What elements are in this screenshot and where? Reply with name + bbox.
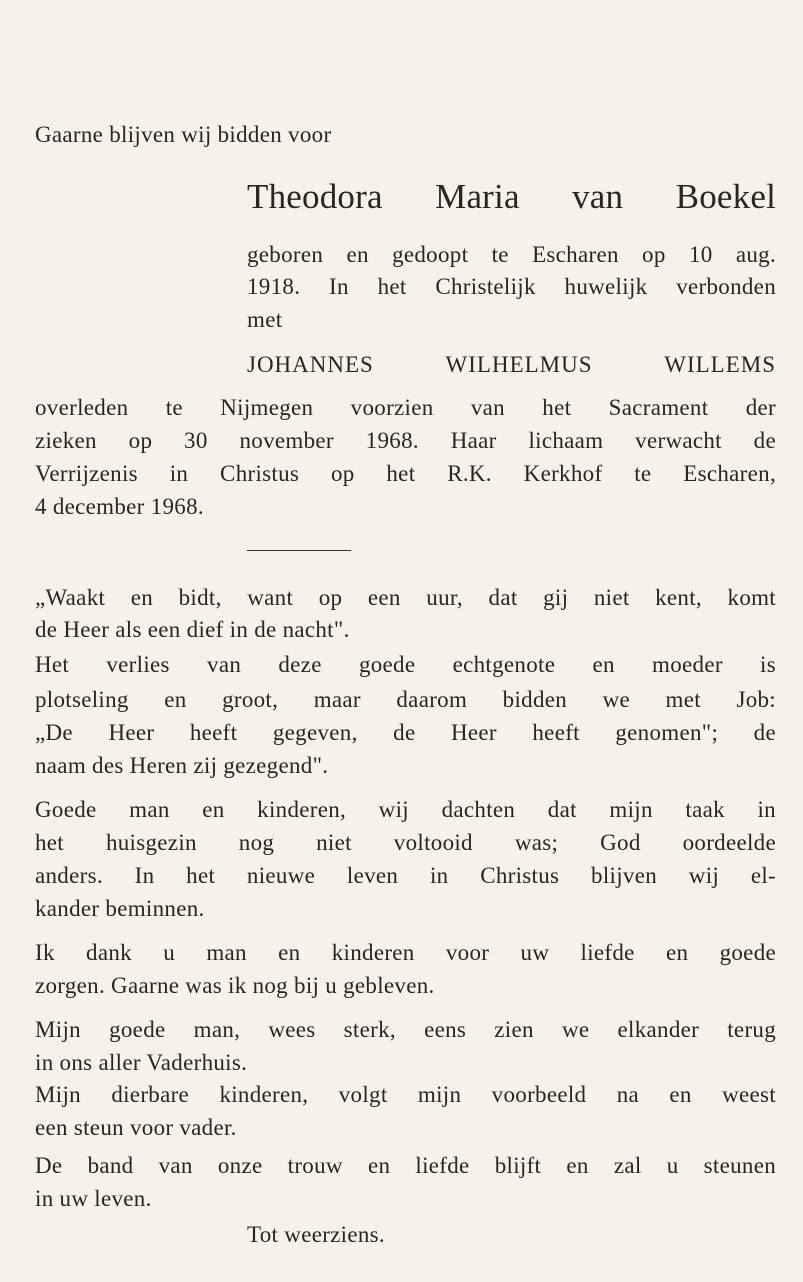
body-line: Mijn goede man, wees sterk, eens zien we elkander terug (35, 1017, 776, 1042)
body-line: het huisgezin nog niet voltooid was; God oordeelde (35, 830, 776, 855)
body-line: Mijn dierbare kinderen, volgt mijn voorbeeld na en weest (35, 1082, 776, 1107)
body-line: De band van onze trouw en liefde blijft en zal u steunen (35, 1153, 776, 1178)
body-line: „Waakt en bidt, want op een uur, dat gij niet kent, komt (35, 585, 776, 610)
intro-line: Gaarne blijven wij bidden voor (35, 122, 332, 147)
bio-line: 4 december 1968. (35, 494, 204, 519)
body-line: Ik dank u man en kinderen voor uw liefde en goede (35, 940, 776, 965)
body-line: plotseling en groot, maar daarom bidden we met Job: (35, 687, 776, 712)
body-line: Het verlies van deze goede echtgenote en moeder is (35, 652, 776, 677)
body-line: anders. In het nieuwe leven in Christus blijven wij el- (35, 863, 776, 888)
bio-line: 1918. In het Christelijk huwelijk verbonden (247, 274, 776, 299)
body-line: Goede man en kinderen, wij dachten dat mijn taak in (35, 797, 776, 822)
body-line: „De Heer heeft gegeven, de Heer heeft genomen"; de (35, 720, 776, 745)
bio-line: zieken op 30 november 1968. Haar lichaam verwacht de (35, 428, 776, 453)
bio-line: Verrijzenis in Christus op het R.K. Kerkhof te Escharen, (35, 461, 776, 486)
body-line: naam des Heren zij gezegend". (35, 753, 329, 778)
closing-line: Tot weerziens. (247, 1222, 385, 1247)
bio-line: overleden te Nijmegen voorzien van het Sacrament der (35, 395, 776, 420)
body-line: in ons aller Vaderhuis. (35, 1050, 248, 1075)
body-line: een steun voor vader. (35, 1115, 237, 1140)
bio-line: met (247, 307, 283, 332)
spouse-name: JOHANNES WILHELMUS WILLEMS (247, 352, 776, 377)
divider (247, 550, 351, 551)
bio-line: geboren en gedoopt te Escharen op 10 aug. (247, 242, 776, 267)
body-line: kander beminnen. (35, 896, 205, 921)
body-line: de Heer als een dief in de nacht". (35, 617, 350, 642)
deceased-name: Theodora Maria van Boekel (247, 177, 776, 216)
body-line: zorgen. Gaarne was ik nog bij u gebleven. (35, 973, 435, 998)
body-line: in uw leven. (35, 1186, 152, 1211)
